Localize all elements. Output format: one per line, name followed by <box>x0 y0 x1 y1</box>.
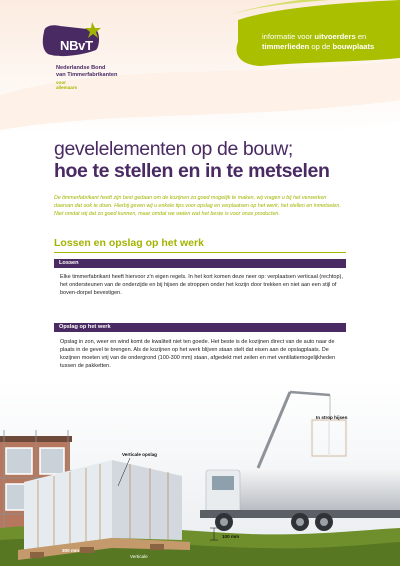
subsection-bar-opslag: Opslag op het werk <box>54 323 346 332</box>
section-divider <box>54 252 346 253</box>
paragraph-lossen: Elke timmerfabrikant heeft hiervoor z'n eigen regels. In het kort komen deze neer op: verplaatsen verticaal (rechtop), het ondersteunen van de onderzijde en bij hijsen de stroppen onder het kozijn door trekken en niet aan een stijl of boven-dorpel bevestigen. <box>60 274 343 296</box>
subsection-bar-lossen: Lossen <box>54 259 346 268</box>
logo-line-1: Nederlandse Bond <box>56 65 106 71</box>
label-verticale-opslag: Verticale opslag <box>122 452 157 457</box>
logo-tagline: voor allemaars <box>56 80 78 90</box>
label-verticale: Verticale <box>130 554 148 559</box>
banner-text-1: informatie voor <box>262 32 315 41</box>
label-300mm: 300 mm <box>62 548 80 553</box>
headline-line-1: gevelelementen op de bouw; <box>54 138 293 160</box>
label-strop: In strop hijsen <box>316 415 348 420</box>
paragraph-opslag: Opslag in zon, weer en wind komt de kwaliteit niet ten goede. Het beste is de kozijnen direct van de auto naar de plaats in de gevel te brengen. Als de kozijnen op het werk blijven staan stelt dat eisen aan de opslagplaats. De kozijnen moeten vrij van de ondergrond (100-300 mm) staan, afgedekt met zeilen en met ventilatiemogelijkheden tussen de pakketten. <box>60 339 336 369</box>
logo-mark: NBvT <box>60 38 93 53</box>
label-100mm: 100 mm <box>222 534 240 539</box>
logo-line-2: van Timmerfabrikanten <box>56 72 118 78</box>
audience-banner <box>262 32 400 51</box>
intro-text: De timmerfabrikant heeft zijn best gedaan om de kozijnen zo goed mogelijk te maken, wij vragen u bij het verwerken daarvan dat ook te doen. Hierbij geven wij u enkele tips voor opslag en verplaatsen op het werk, het stellen en inmetselen. Niet omdat wij dat zo goed kunnen, maar omdat we weten wat het beste is voor onze producten. <box>54 195 341 217</box>
headline-line-2: hoe te stellen en in te metselen <box>54 160 330 182</box>
section-title: Lossen en opslag op het werk <box>54 237 204 249</box>
banner-text-4: timmerlieden <box>262 41 310 51</box>
banner-text-2: uitvoerders <box>314 32 356 41</box>
construction-illustration <box>0 380 400 566</box>
banner-text-3: en <box>355 32 367 41</box>
banner-text-6: bouwplaats <box>332 41 375 51</box>
banner-text-5: op de <box>309 41 333 51</box>
